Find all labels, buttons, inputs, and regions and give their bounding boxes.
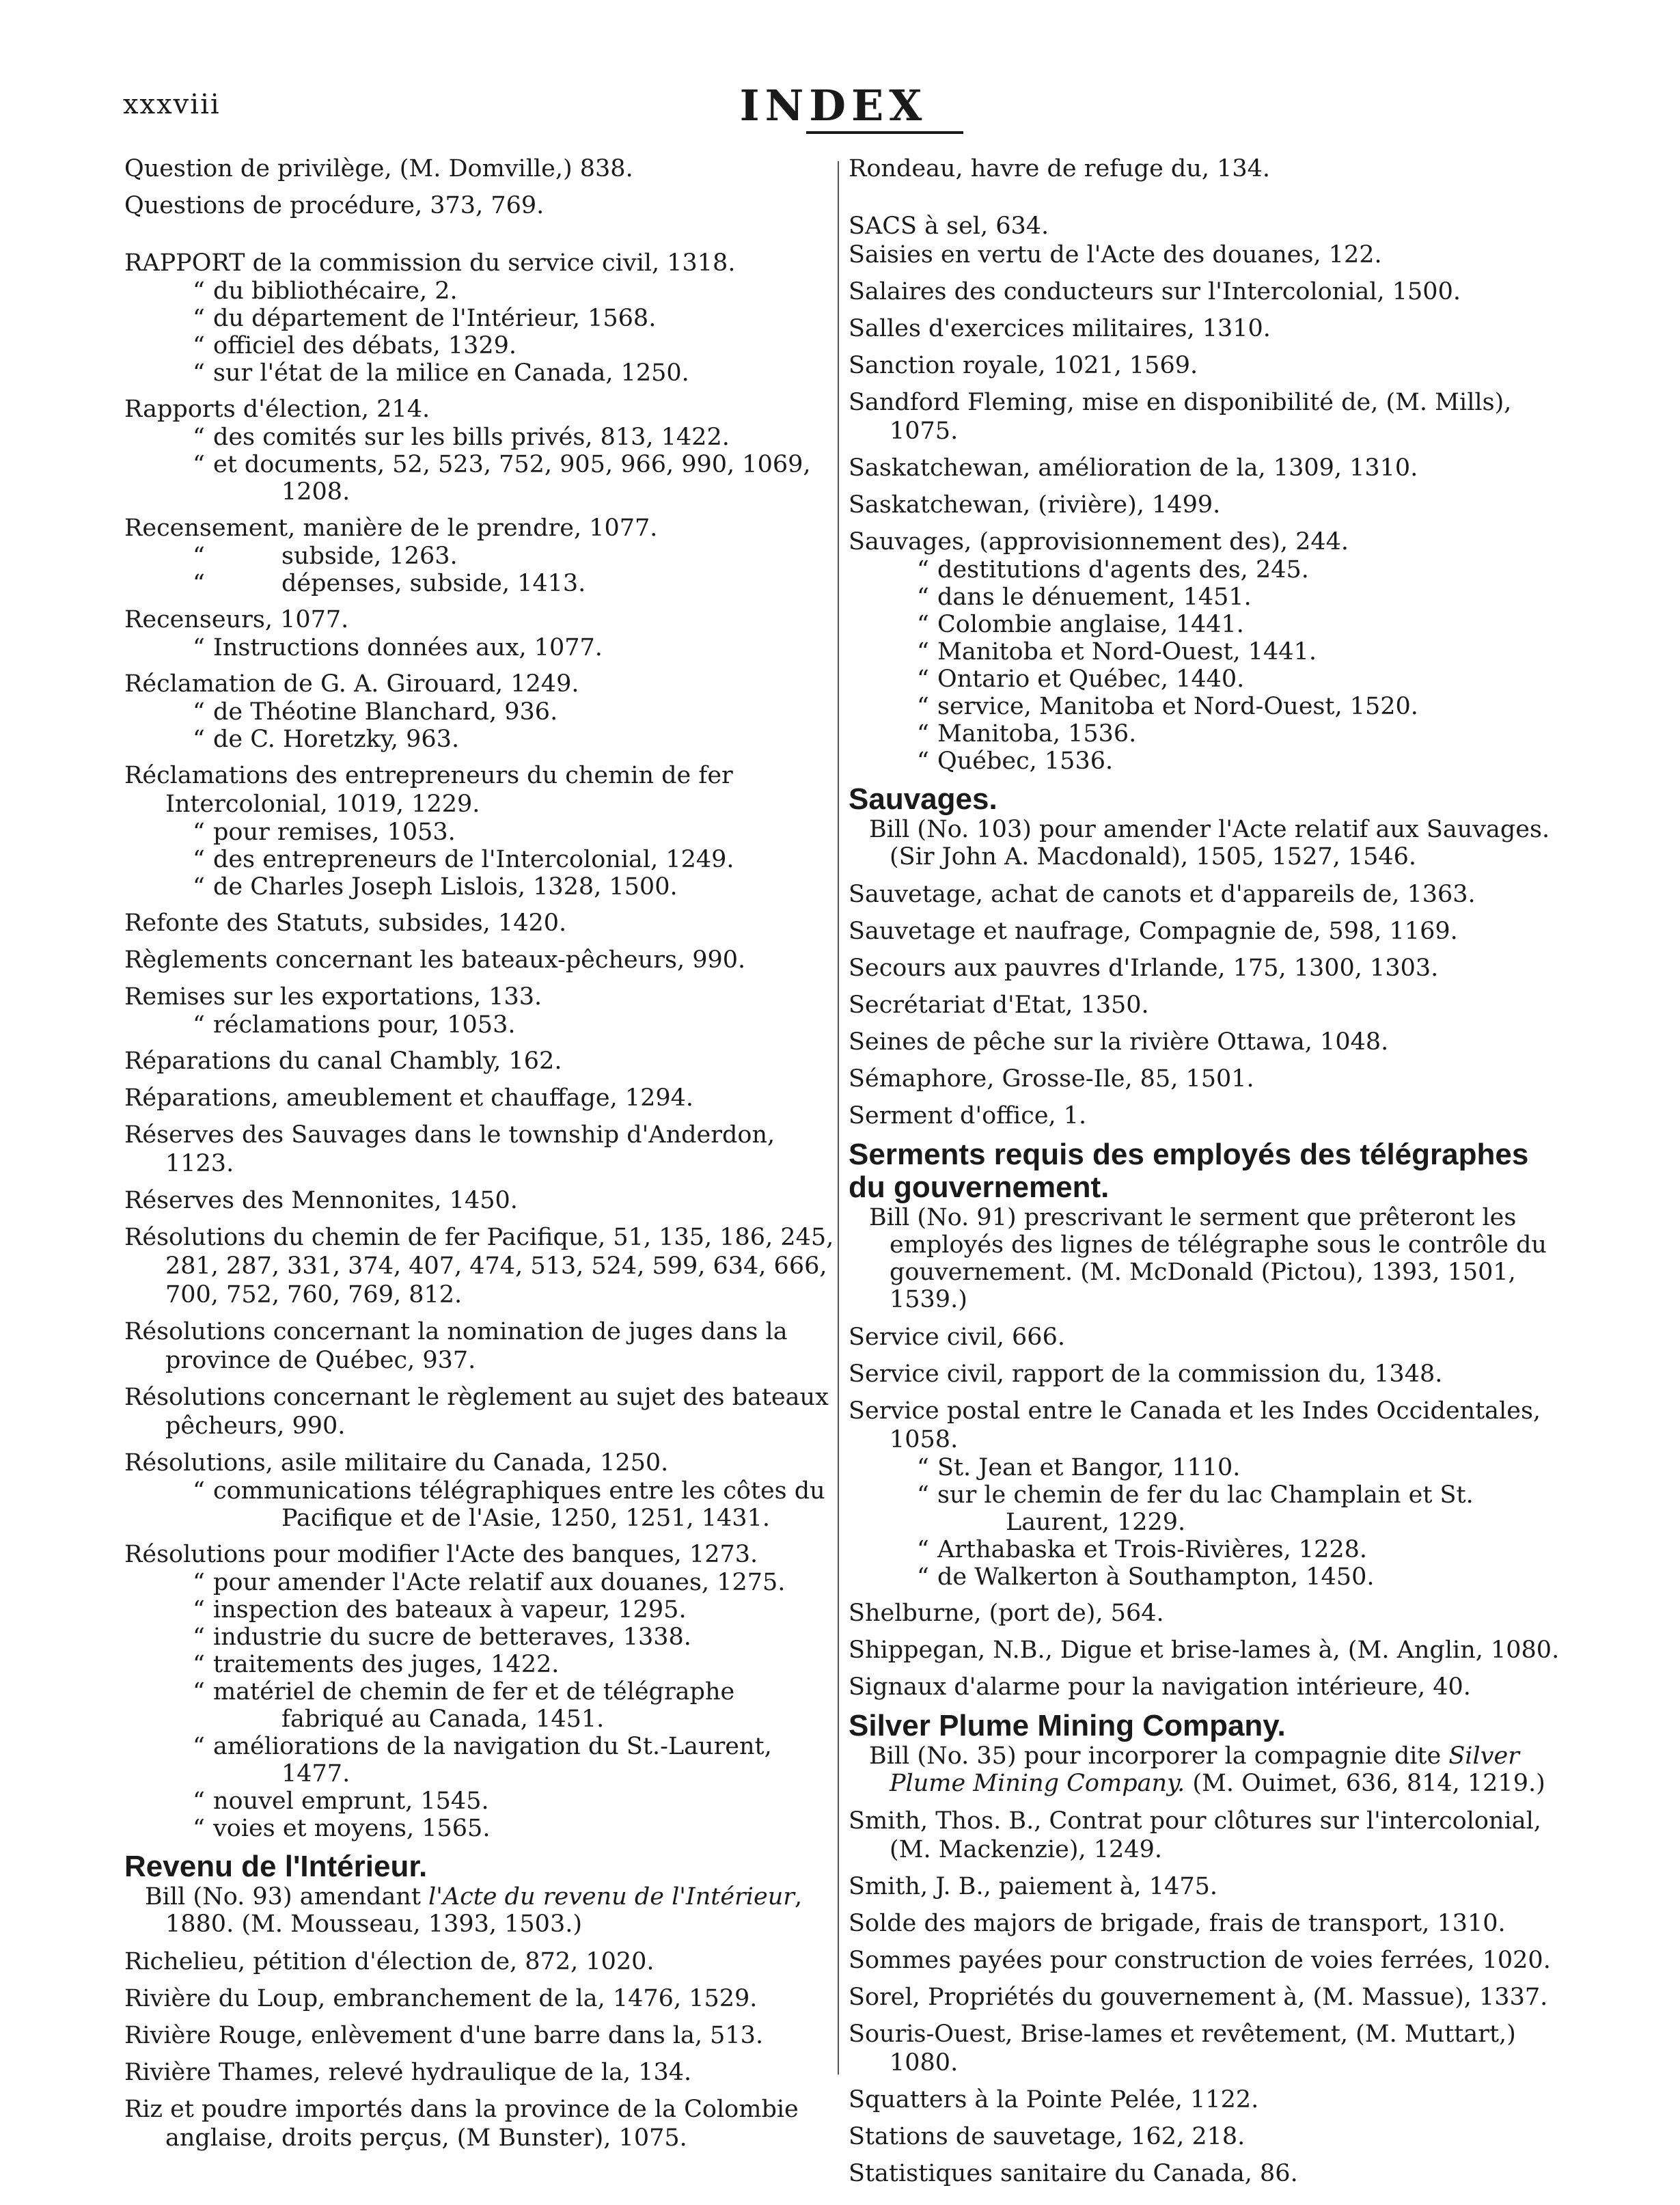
index-subentry: “ voies et moyens, 1565. xyxy=(193,1815,491,1842)
index-entry: Smith, Thos. B., Contrat pour clôtures sur l'intercolonial, (M. Mackenzie), 1249. xyxy=(849,1807,1541,1863)
index-entry: Shippegan, N.B., Digue et brise-lames à, (M. Anglin, 1080. xyxy=(849,1636,1560,1664)
index-subentry: “ Manitoba, 1536. xyxy=(917,720,1137,748)
index-entry: Résolutions concernant la nomination de juges dans la province de Québec, 937. xyxy=(124,1318,788,1374)
index-subentry: “ Instructions données aux, 1077. xyxy=(193,634,603,661)
index-entry: Souris-Ouest, Brise-lames et revêtement, (M. Muttart,) 1080. xyxy=(849,2021,1516,2077)
column-divider xyxy=(838,161,839,2074)
index-entry: Réclamations des entrepreneurs du chemin de fer Intercolonial, 1019, 1229. xyxy=(124,762,733,818)
index-subentry: “ Colombie anglaise, 1441. xyxy=(917,611,1244,638)
index-entry: Secours aux pauvres d'Irlande, 175, 1300, 1303. xyxy=(849,955,1439,982)
index-entry: Questions de procédure, 373, 769. xyxy=(124,192,545,219)
index-entry: Résolutions, asile militaire du Canada, 1250. xyxy=(124,1449,669,1477)
bill-entry: Bill (No. 93) amendant l'Acte du revenu de l'Intérieur, 1880. (M. Mousseau, 1393, 1503.) xyxy=(145,1883,803,1938)
page-number: xxxviii xyxy=(123,89,221,120)
index-subentry: “ du département de l'Intérieur, 1568. xyxy=(193,305,657,332)
index-entry: Statistiques sanitaire du Canada, 86. xyxy=(849,2160,1298,2187)
index-subentry: “ pour amender l'Acte relatif aux douanes, 1275. xyxy=(193,1569,786,1596)
index-entry: Saisies en vertu de l'Acte des douanes, 122. xyxy=(849,241,1382,269)
index-entry: Secrétariat d'Etat, 1350. xyxy=(849,991,1149,1019)
index-entry: Rivière Thames, relevé hydraulique de la, 134. xyxy=(124,2059,692,2086)
index-entry: Sorel, Propriétés du gouvernement à, (M. Massue), 1337. xyxy=(849,1984,1548,2011)
index-subentry: “ des comités sur les bills privés, 813, 1422. xyxy=(193,424,730,451)
index-entry: Rivière du Loup, embranchement de la, 1476, 1529. xyxy=(124,1985,758,2012)
index-subentry: “ du bibliothécaire, 2. xyxy=(193,277,458,305)
right-column xyxy=(849,154,1573,2196)
index-entry: Sauvetage, achat de canots et d'appareils de, 1363. xyxy=(849,881,1476,908)
index-entry: Refonte des Statuts, subsides, 1420. xyxy=(124,909,567,937)
index-entry: Richelieu, pétition d'élection de, 872, 1020. xyxy=(124,1948,655,1975)
index-entry: Réparations, ameublement et chauffage, 1294. xyxy=(124,1084,694,1112)
index-entry: Recenseurs, 1077. xyxy=(124,606,349,633)
index-entry: Salles d'exercices militaires, 1310. xyxy=(849,315,1271,342)
section-heading: Serments requis des employés des télégraphes du gouvernement. xyxy=(849,1138,1529,1204)
index-entry: Résolutions concernant le règlement au sujet des bateaux pêcheurs, 990. xyxy=(124,1384,829,1440)
index-entry: Shelburne, (port de), 564. xyxy=(849,1600,1164,1627)
index-subentry: “ Québec, 1536. xyxy=(917,748,1114,775)
index-entry: Sauvetage et naufrage, Compagnie de, 598, 1169. xyxy=(849,918,1458,945)
index-subentry: “ et documents, 52, 523, 752, 905, 966, 990, 1069, 1208. xyxy=(193,451,811,506)
index-subentry: “ Ontario et Québec, 1440. xyxy=(917,666,1245,693)
index-entry: Service civil, 666. xyxy=(849,1324,1065,1351)
index-subentry: “ sur l'état de la milice en Canada, 1250. xyxy=(193,359,689,387)
index-entry: Signaux d'alarme pour la navigation intérieure, 40. xyxy=(849,1673,1471,1701)
index-entry: Salaires des conducteurs sur l'Intercolonial, 1500. xyxy=(849,278,1461,305)
index-entry: Sanction royale, 1021, 1569. xyxy=(849,352,1198,379)
section-heading: Revenu de l'Intérieur. xyxy=(124,1850,428,1883)
index-entry: Réclamation de G. A. Girouard, 1249. xyxy=(124,670,579,698)
index-subentry: “ subside, 1263. xyxy=(193,543,458,570)
index-entry: Smith, J. B., paiement à, 1475. xyxy=(849,1873,1218,1900)
index-entry: Serment d'office, 1. xyxy=(849,1102,1087,1129)
index-subentry: “ Arthabaska et Trois-Rivières, 1228. xyxy=(917,1536,1368,1563)
index-entry: Règlements concernant les bateaux-pêcheurs, 990. xyxy=(124,946,746,974)
index-subentry: “ des entrepreneurs de l'Intercolonial, 1249. xyxy=(193,846,734,873)
index-subentry: “ sur le chemin de fer du lac Champlain et St. Laurent, 1229. xyxy=(917,1481,1474,1536)
bill-entry: Bill (No. 35) pour incorporer la compagnie dite Silver Plume Mining Company. (M. Ouimet, 636, 814, 1219.) xyxy=(869,1742,1545,1797)
index-subentry: “ matériel de chemin de fer et de télégraphe fabriqué au Canada, 1451. xyxy=(193,1678,735,1733)
section-heading: Sauvages. xyxy=(849,782,997,816)
index-entry: Sémaphore, Grosse-Ile, 85, 1501. xyxy=(849,1065,1254,1093)
index-entry: SACS à sel, 634. xyxy=(849,213,1049,240)
index-entry: Service civil, rapport de la commission du, 1348. xyxy=(849,1360,1443,1388)
index-entry: Réserves des Mennonites, 1450. xyxy=(124,1187,518,1214)
bill-entry: Bill (No. 91) prescrivant le serment que prêteront les employés des lignes de télégraphe sous le contrôle du gouvernement. (M. McDonald (Pictou), 1393, 1501, 1539.) xyxy=(869,1204,1547,1313)
index-subentry: “ pour remises, 1053. xyxy=(193,819,456,846)
index-subentry: “ officiel des débats, 1329. xyxy=(193,332,517,359)
index-subentry: “ de Théotine Blanchard, 936. xyxy=(193,698,558,726)
index-entry: Service postal entre le Canada et les Indes Occidentales, 1058. xyxy=(849,1397,1541,1453)
index-entry: Réparations du canal Chambly, 162. xyxy=(124,1047,562,1075)
index-subentry: “ industrie du sucre de betteraves, 1338. xyxy=(193,1624,691,1651)
page-title: INDEX xyxy=(739,81,928,131)
index-subentry: “ destitutions d'agents des, 245. xyxy=(917,556,1309,584)
index-subentry: “ service, Manitoba et Nord-Ouest, 1520. xyxy=(917,693,1418,720)
index-entry: Saskatchewan, (rivière), 1499. xyxy=(849,491,1221,519)
index-subentry: “ améliorations de la navigation du St.-Laurent, 1477. xyxy=(193,1733,772,1788)
bill-entry: Bill (No. 103) pour amender l'Acte relatif aux Sauvages. (Sir John A. Macdonald), 1505, 1527, 1546. xyxy=(869,816,1550,871)
index-entry: Sommes payées pour construction de voies ferrées, 1020. xyxy=(849,1947,1551,1974)
page-header xyxy=(123,81,1544,135)
index-subentry: “ de Walkerton à Southampton, 1450. xyxy=(917,1563,1375,1591)
index-subentry: “ de Charles Joseph Lislois, 1328, 1500. xyxy=(193,873,678,901)
index-entry: Seines de pêche sur la rivière Ottawa, 1048. xyxy=(849,1028,1389,1056)
index-entry: Squatters à la Pointe Pelée, 1122. xyxy=(849,2086,1259,2113)
index-subentry: “ communications télégraphiques entre les côtes du Pacifique et de l'Asie, 1250, 1251, 1431. xyxy=(193,1477,825,1532)
index-subentry: “ dépenses, subside, 1413. xyxy=(193,570,586,597)
index-entry: Rondeau, havre de refuge du, 134. xyxy=(849,155,1271,182)
index-subentry: “ Manitoba et Nord-Ouest, 1441. xyxy=(917,638,1317,666)
index-entry: Résolutions du chemin de fer Pacifique, 51, 135, 186, 245, 281, 287, 331, 374, 407, 474, 513, 524, 599, 634, 666, 700, 752, 760, 769, 812. xyxy=(124,1224,834,1309)
index-entry: Saskatchewan, amélioration de la, 1309, 1310. xyxy=(849,454,1418,482)
index-entry: Solde des majors de brigade, frais de transport, 1310. xyxy=(849,1910,1506,1937)
left-column xyxy=(124,154,835,2161)
index-subentry: “ nouvel emprunt, 1545. xyxy=(193,1788,489,1815)
index-entry: Question de privilège, (M. Domville,) 838. xyxy=(124,155,633,182)
index-entry: Remises sur les exportations, 133. xyxy=(124,983,542,1011)
index-entry: Riz et poudre importés dans la province de la Colombie anglaise, droits perçus, (M Bunster), 1075. xyxy=(124,2096,799,2152)
index-subentry: “ dans le dénuement, 1451. xyxy=(917,584,1252,611)
index-entry: Recensement, manière de le prendre, 1077. xyxy=(124,515,658,542)
index-entry: Sandford Fleming, mise en disponibilité de, (M. Mills), 1075. xyxy=(849,389,1512,445)
section-heading: Silver Plume Mining Company. xyxy=(849,1709,1286,1742)
title-rule xyxy=(806,131,963,134)
index-entry: Résolutions pour modifier l'Acte des banques, 1273. xyxy=(124,1541,758,1568)
index-subentry: “ traitements des juges, 1422. xyxy=(193,1651,560,1678)
index-subentry: “ St. Jean et Bangor, 1110. xyxy=(917,1454,1241,1481)
index-entry: Stations de sauvetage, 162, 218. xyxy=(849,2123,1245,2150)
index-entry: Rivière Rouge, enlèvement d'une barre dans la, 513. xyxy=(124,2022,764,2049)
index-entry: Réserves des Sauvages dans le township d'Anderdon, 1123. xyxy=(124,1121,775,1177)
index-entry: Rapports d'élection, 214. xyxy=(124,396,430,423)
index-entry: RAPPORT de la commission du service civil, 1318. xyxy=(124,249,736,277)
index-entry: Sauvages, (approvisionnement des), 244. xyxy=(849,528,1349,556)
index-subentry: “ réclamations pour, 1053. xyxy=(193,1011,516,1039)
index-subentry: “ inspection des bateaux à vapeur, 1295. xyxy=(193,1596,687,1624)
index-subentry: “ de C. Horetzky, 963. xyxy=(193,726,460,753)
